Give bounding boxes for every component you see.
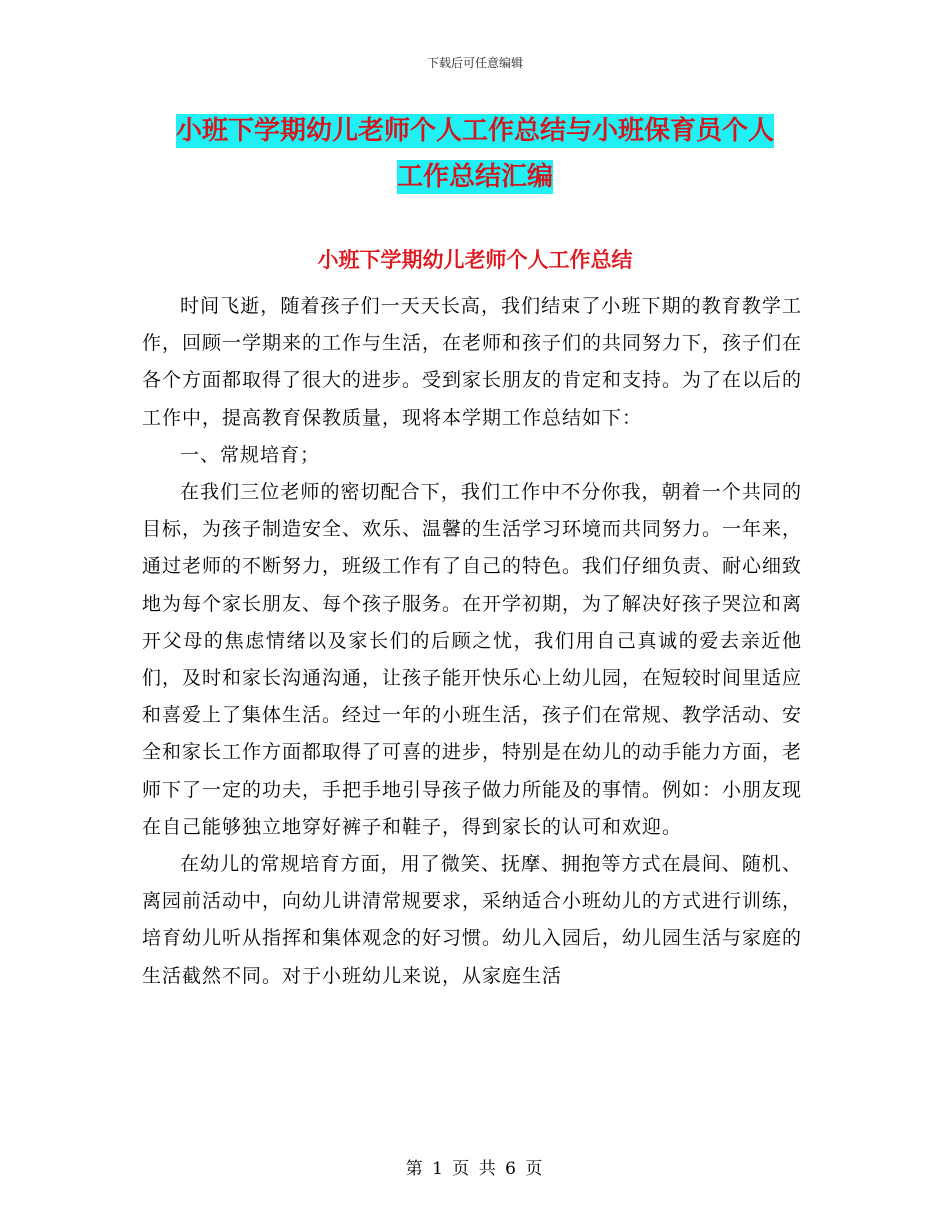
section-title: 小班下学期幼儿老师个人工作总结: [317, 247, 633, 272]
page-footer: 第 1 页 共 6 页: [405, 1159, 545, 1179]
paragraph-routine-training: 在幼儿的常规培育方面，用了微笑、抚摩、拥抱等方式在晨间、随机、离园前活动中，向幼儿讲清常规要求，采纳适合小班幼儿的方式进行训练，培育幼儿听从指挥和集体观念的好习惯。幼儿入园后，幼儿园生活与家庭的生活截然不同。对于小班幼儿来说，从家庭生活: [142, 853, 803, 987]
paragraph-intro: 时间飞逝，随着孩子们一天天长高，我们结束了小班下期的教育教学工作，回顾一学期来的工作与生活，在老师和孩子们的共同努力下，孩子们在各个方面都取得了很大的进步。受到家长朋友的肯定和支持。为了在以后的工作中，提高教育保教质量，现将本学期工作总结如下：: [142, 295, 803, 429]
header-note: 下载后可任意编辑: [426, 56, 523, 70]
title-line-2: 工作总结汇编: [396, 162, 553, 192]
paragraph-heading-routine: 一、常规培育；: [180, 443, 321, 466]
document-title: [140, 108, 810, 200]
paragraph-teamwork: 在我们三位老师的密切配合下，我们工作中不分你我，朝着一个共同的目标，为孩子制造安全、欢乐、温馨的生活学习环境而共同努力。一年来，通过老师的不断努力，班级工作有了自己的特色。我们仔细负责、耐心细致地为每个家长朋友、每个孩子服务。在开学初期，为了解决好孩子哭泣和离开父母的焦虑情绪以及家长们的后顾之忧，我们用自己真诚的爱去亲近他们，及时和家长沟通沟通，让孩子能开快乐心上幼儿园，在短较时间里适应和喜爱上了集体生活。经过一年的小班生活，孩子们在常规、教学活动、安全和家长工作方面都取得了可喜的进步，特别是在幼儿的动手能力方面，老师下了一定的功夫，手把手地引导孩子做力所能及的事情。例如：小朋友现在自己能够独立地穿好裤子和鞋子，得到家长的认可和欢迎。: [142, 481, 803, 838]
title-line-1: 小班下学期幼儿老师个人工作总结与小班保育员个人: [175, 116, 774, 146]
body-text: [142, 288, 802, 995]
